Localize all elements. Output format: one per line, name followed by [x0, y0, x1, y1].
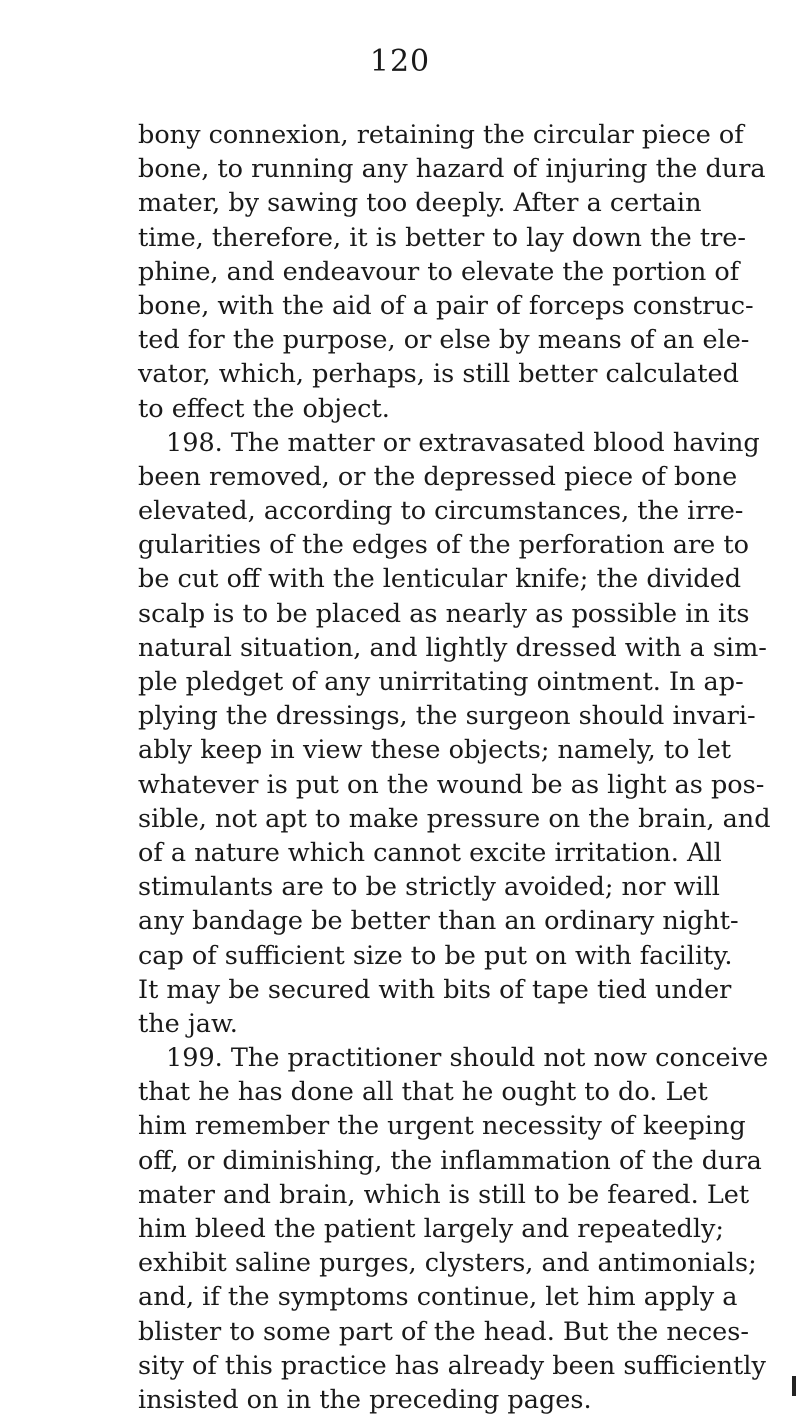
text-line: sity of this practice has already been sufficiently — [138, 1350, 766, 1381]
text-line: bone, with the aid of a pair of forceps construc- — [138, 290, 754, 321]
text-line: exhibit saline purges, clysters, and antimonials; — [138, 1248, 757, 1279]
text-line: any bandage be better than an ordinary night- — [138, 906, 739, 937]
text-line: It may be secured with bits of tape tied under — [138, 974, 732, 1005]
paragraph-198-start: 198. The matter or extravasated blood having — [166, 427, 760, 458]
text-line: mater and brain, which is still to be feared. Let — [138, 1179, 750, 1210]
page-number: 120 — [369, 44, 431, 79]
text-line: cap of sufficient size to be put on with facility. — [138, 940, 733, 971]
text-line: mater, by sawing too deeply. After a certain — [138, 188, 702, 219]
text-line: vator, which, perhaps, is still better calculated — [138, 359, 739, 390]
text-line: the jaw. — [138, 1008, 238, 1039]
text-line: him remember the urgent necessity of keeping — [138, 1111, 746, 1142]
text-line: to effect the object. — [138, 393, 390, 424]
text-line: blister to some part of the head. But the neces- — [138, 1316, 749, 1347]
text-line: natural situation, and lightly dressed with a sim- — [138, 632, 767, 663]
text-line: scalp is to be placed as nearly as possible in its — [138, 598, 750, 629]
text-line: insisted on in the preceding pages. — [138, 1384, 592, 1415]
text-line: stimulants are to be strictly avoided; nor will — [138, 872, 720, 903]
page-edge-mark — [792, 1376, 796, 1396]
text-line: sible, not apt to make pressure on the brain, and — [138, 803, 771, 834]
text-line: and, if the symptoms continue, let him apply a — [138, 1282, 738, 1313]
text-line: phine, and endeavour to elevate the portion of — [138, 256, 740, 287]
text-line: of a nature which cannot excite irritation. All — [138, 837, 722, 868]
text-line: been removed, or the depressed piece of bone — [138, 461, 738, 492]
body-text — [138, 118, 771, 1417]
text-line: ably keep in view these objects; namely, to let — [138, 735, 732, 766]
paragraph-199-start: 199. The practitioner should not now conceive — [166, 1043, 769, 1074]
text-line: gularities of the edges of the perforation are to — [138, 530, 749, 561]
text-line: him bleed the patient largely and repeatedly; — [138, 1214, 725, 1244]
text-line: plying the dressings, the surgeon should invari- — [138, 701, 756, 732]
text-line: off, or diminishing, the inflammation of the dura — [138, 1145, 762, 1176]
text-line: ted for the purpose, or else by means of an ele- — [138, 325, 750, 356]
text-line: time, therefore, it is better to lay down the tre- — [138, 222, 746, 253]
text-line: that he has done all that he ought to do. Let — [138, 1077, 708, 1108]
text-line: elevated, according to circumstances, the irre- — [138, 496, 744, 527]
text-line: bony connexion, retaining the circular piece of — [138, 120, 744, 150]
text-line: be cut off with the lenticular knife; the divided — [138, 564, 742, 595]
text-line: ple pledget of any unirritating ointment. In ap- — [138, 667, 744, 697]
text-line: whatever is put on the wound be as light as pos- — [138, 769, 765, 800]
text-line: bone, to running any hazard of injuring the dura — [138, 154, 766, 185]
